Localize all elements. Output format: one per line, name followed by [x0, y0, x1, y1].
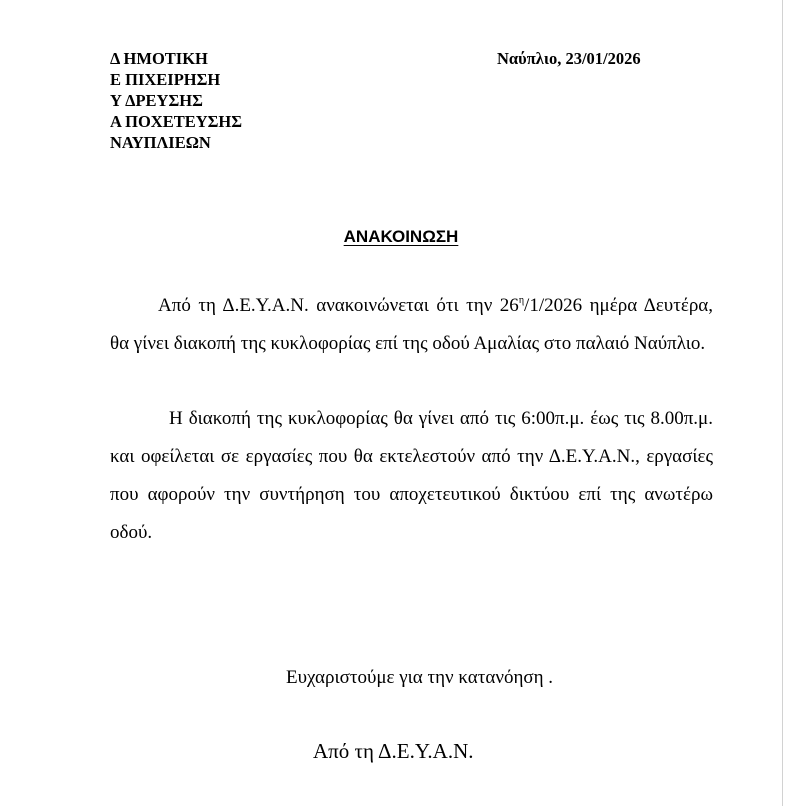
document-date: Ναύπλιο, 23/01/2026 [497, 49, 641, 68]
org-line-1: Δ ΗΜΟΤΙΚΗ [110, 49, 208, 68]
page-edge [782, 0, 794, 806]
organization-header [110, 48, 242, 153]
paragraph-2: Η διακοπή της κυκλοφορίας θα γίνει από τις 6:00π.μ. έως τις 8.00π.μ. και οφείλεται σε εργασίες που θα εκτελεστούν από την Δ.Ε.Υ.Α.Ν., εργασίες που αφορούν την συντήρηση του αποχετευτικού δικτύου επί της ανωτέρω οδού. [110, 408, 713, 543]
org-line-3: Υ ΔΡΕΥΣΗΣ [110, 91, 203, 110]
org-line-4: Α ΠΟΧΕΤΕΥΣΗΣ [110, 112, 243, 131]
org-line-5: ΝΑΥΠΛΙΕΩΝ [110, 133, 211, 152]
announcement-title [0, 226, 782, 248]
paragraph-1-end: /1/2026 ημέρα Δευτέρα, θα γίνει διακοπή της κυκλοφορίας επί της οδού Αμαλίας στο παλαιό Ναύπλιο. [110, 295, 714, 354]
announcement-title-text: ΑΝΑΚΟΙΝΩΣΗ [343, 227, 459, 246]
paragraph-1 [110, 287, 713, 363]
ordinal-superscript: η [518, 295, 525, 306]
signature: Από τη Δ.Ε.Υ.Α.Ν. [313, 739, 474, 763]
paragraph-1-start: Από τη Δ.Ε.Υ.Α.Ν. ανακοινώνεται ότι την 26 [158, 295, 519, 316]
org-line-2: Ε ΠΙΧΕΙΡΗΣΗ [110, 70, 221, 89]
closing-thanks: Ευχαριστούμε για την κατανόηση . [286, 667, 554, 688]
